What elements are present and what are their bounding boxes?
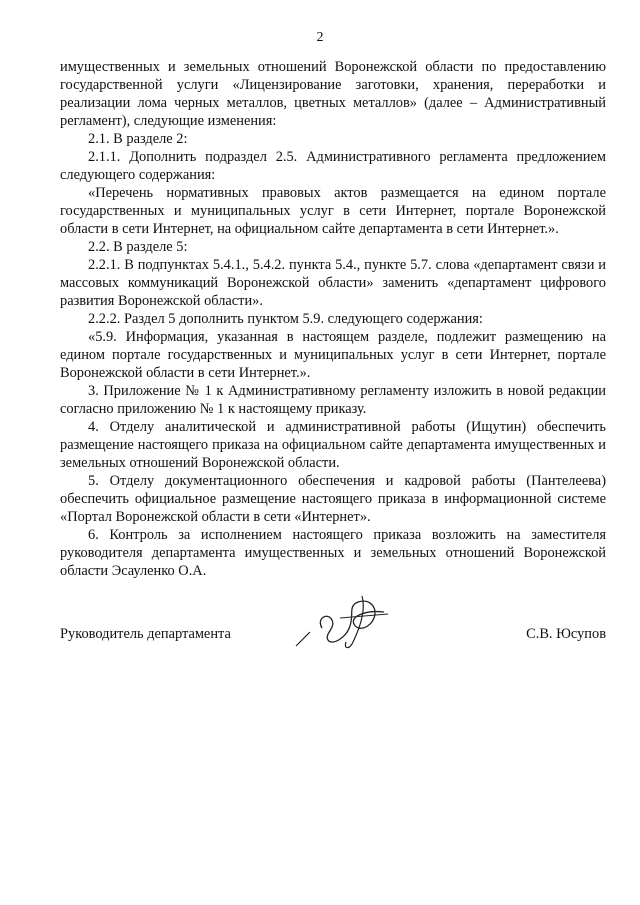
signature-block	[60, 620, 606, 654]
paragraph-quote-5-9: «5.9. Информация, указанная в настоящем разделе, подлежит размещению на едином портале государственных и муниципальных услуг в сети Интернет, портале Воронежской области в сети Интернет.».	[60, 329, 606, 381]
document-body	[60, 58, 606, 580]
paragraph-2-2-1: 2.2.1. В подпунктах 5.4.1., 5.4.2. пункта 5.4., пункте 5.7. слова «департамент связи и массовых коммуникаций Воронежской области» заменить «департамент цифрового развития Воронежской области».	[60, 257, 606, 309]
paragraph-2-1-1: 2.1.1. Дополнить подраздел 2.5. Административного регламента предложением следующего содержания:	[60, 149, 606, 183]
paragraph-intro: имущественных и земельных отношений Воронежской области по предоставлению государственной услуги «Лицензирование заготовки, хранения, переработки и реализации лома черных металлов, цветных металлов» (далее – Административный регламент), следующие изменения:	[60, 59, 606, 129]
paragraph-3: 3. Приложение № 1 к Административному регламенту изложить в новой редакции согласно приложению № 1 к настоящему приказу.	[60, 383, 606, 417]
paragraph-quote-list: «Перечень нормативных правовых актов размещается на едином портале государственных и муниципальных услуг в сети Интернет, портале Воронежской области в сети Интернет, на официальном сайте департамента в сети Интернет.».	[60, 185, 606, 237]
paragraph-2-2-2: 2.2.2. Раздел 5 дополнить пунктом 5.9. следующего содержания:	[88, 311, 483, 327]
paragraph-2-1: 2.1. В разделе 2:	[88, 131, 188, 147]
paragraph-2-2: 2.2. В разделе 5:	[88, 239, 188, 255]
paragraph-5: 5. Отделу документационного обеспечения и кадровой работы (Пантелеева) обеспечить официальное размещение настоящего приказа в информационной системе «Портал Воронежской области в сети «Интернет».	[60, 473, 606, 525]
page-number: 2	[316, 30, 324, 45]
signer-name: С.В. Юсупов	[526, 626, 606, 642]
paragraph-6: 6. Контроль за исполнением настоящего приказа возложить на заместителя руководителя департамента имущественных и земельных отношений Воронежской области Эсауленко О.А.	[60, 527, 606, 579]
paragraph-4: 4. Отделу аналитической и административной работы (Ищутин) обеспечить размещение настоящего приказа на официальном сайте департамента имущественных и земельных отношений Воронежской области.	[60, 419, 606, 471]
signer-position: Руководитель департамента	[60, 626, 231, 642]
handwritten-signature	[288, 588, 408, 658]
